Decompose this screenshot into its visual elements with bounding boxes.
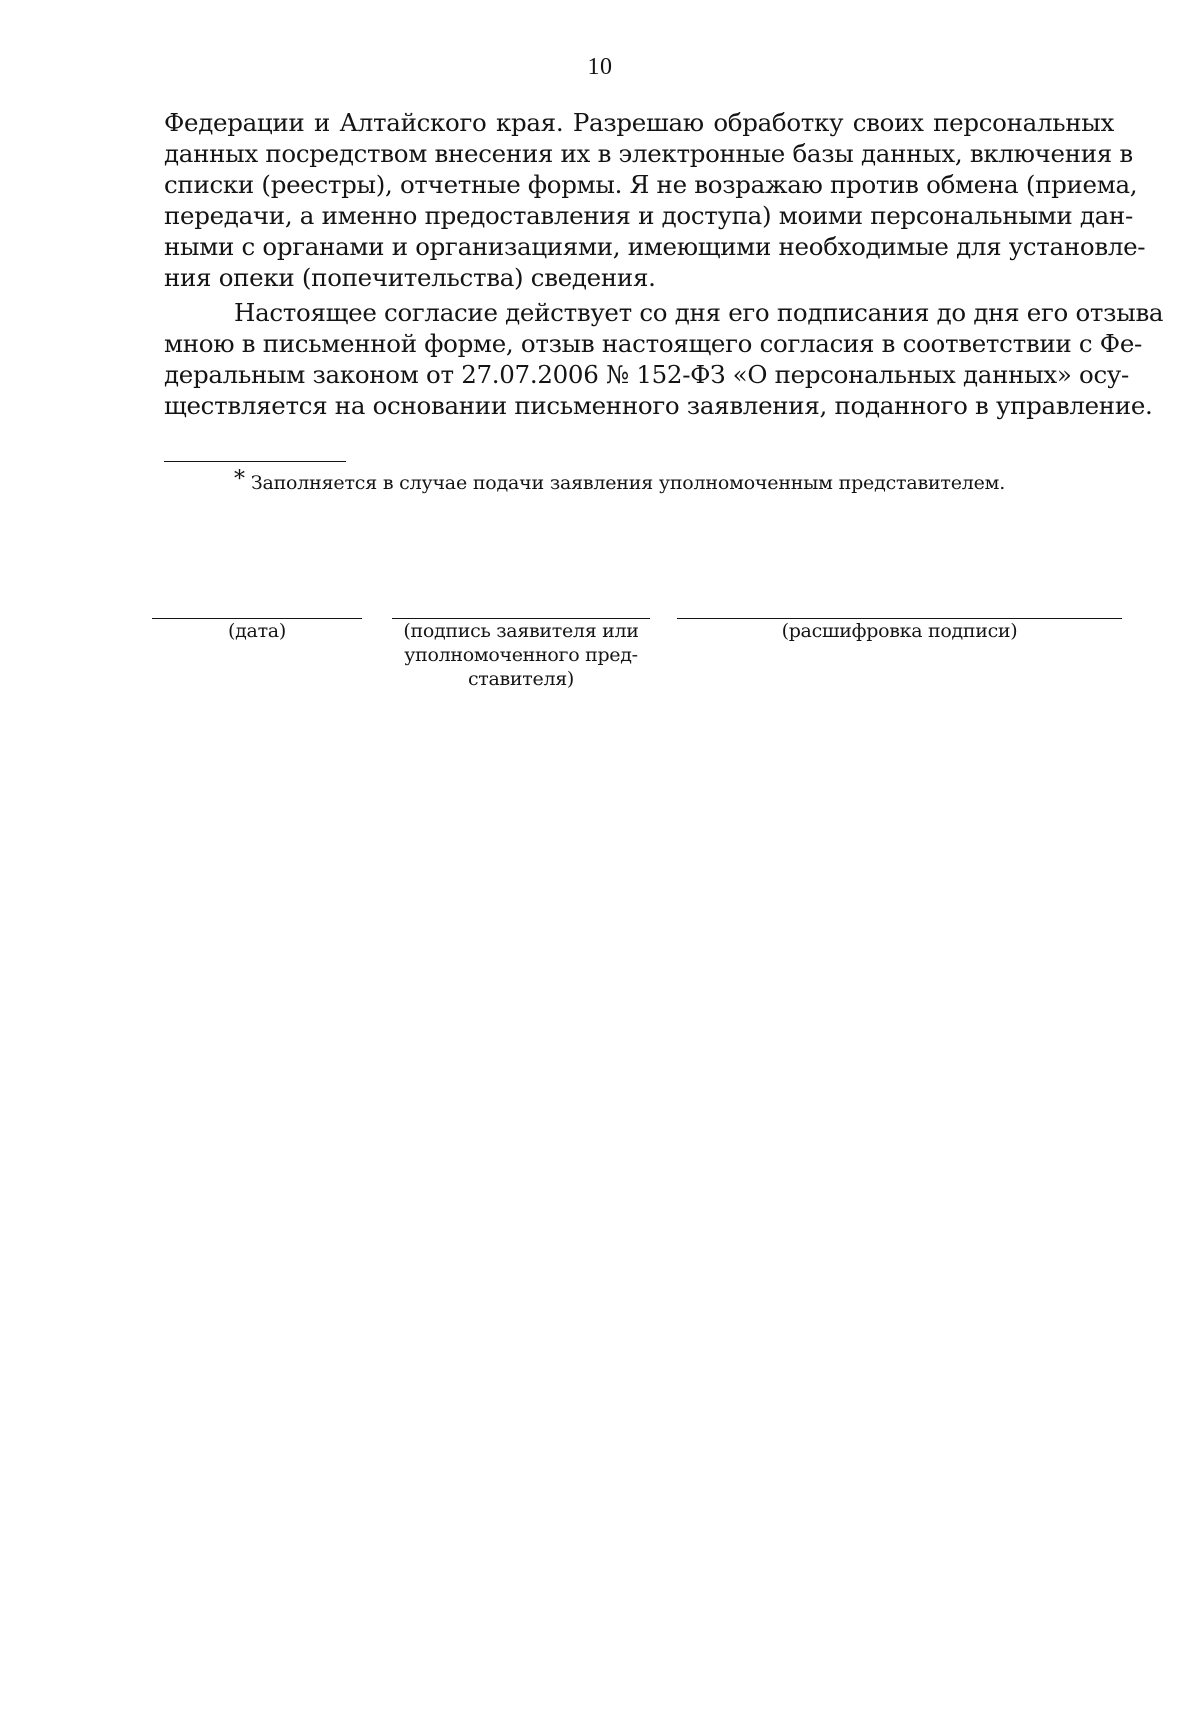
footnote-asterisk: * [234,467,245,492]
paragraph-1-line: ния опеки (попечительства) сведения. [164,263,656,292]
paragraph-2-line: ществляется на основании письменного заявления, поданного в управление. [164,391,1153,420]
consent-text [164,107,1164,421]
paragraph-2-line: Настоящее согласие действует со дня его подписания до дня его отзыва [234,298,1164,327]
signature-caption-line: (подпись заявителя или [403,620,639,642]
paragraph-2-line: деральным законом от 27.07.2006 № 152-ФЗ «О персональных данных» осу- [164,360,1129,389]
footnote-divider [164,461,346,462]
footnote [234,466,1005,497]
date-field[interactable] [152,618,362,643]
page-number: 10 [587,54,613,80]
paragraph-1-line: ными с органами и организациями, имеющими необходимые для установле- [164,232,1146,261]
date-caption: (дата) [228,620,286,642]
paragraph-1-line: данных посредством внесения их в электронные базы данных, включения в [164,139,1133,168]
paragraph-2 [164,297,1164,421]
signature-caption-line: ставителя) [467,668,575,690]
signature-caption [392,619,650,691]
signature-field[interactable] [392,618,650,691]
paragraph-1-line: передачи, а именно предоставления и доступа) моими персональными дан- [164,201,1133,230]
signature-decoding-field[interactable] [677,618,1122,643]
paragraph-2-line: мною в письменной форме, отзыв настоящего согласия в соответствии с Фе- [164,329,1143,358]
signature-decoding-caption: (расшифровка подписи) [781,620,1018,642]
paragraph-1-line: Федерации и Алтайского края. Разрешаю обработку своих персональных [164,108,1114,137]
footnote-text: Заполняется в случае подачи заявления уполномоченным представителем. [250,472,1006,494]
signature-caption-line: уполномоченного пред- [404,644,638,666]
paragraph-1-line: списки (реестры), отчетные формы. Я не возражаю против обмена (приема, [164,170,1138,199]
paragraph-1 [164,107,1146,293]
